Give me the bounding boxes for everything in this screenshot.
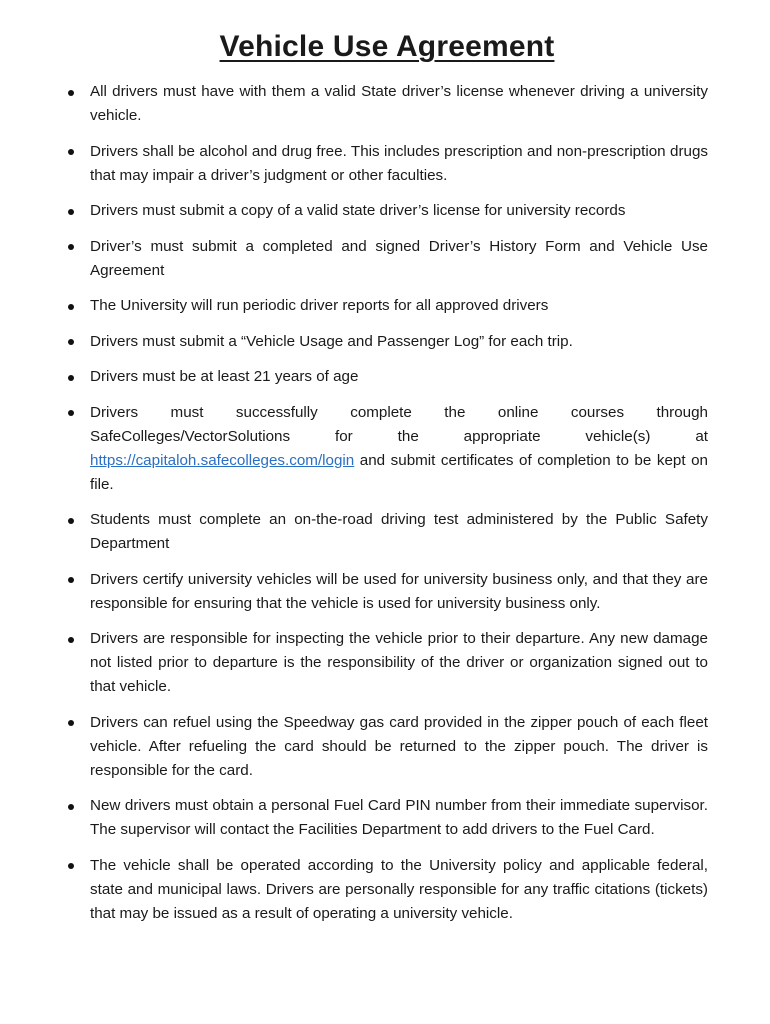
- list-item: [66, 80, 708, 128]
- list-item: [66, 627, 708, 699]
- list-item: [66, 711, 708, 783]
- list-item: [66, 235, 708, 283]
- list-item: [66, 794, 708, 842]
- list-item-text: The University will run periodic driver reports for all approved drivers: [90, 297, 549, 314]
- bullet-icon: [68, 637, 74, 643]
- bullet-icon: [68, 149, 74, 155]
- bullet-icon: [68, 244, 74, 250]
- bullet-icon: [68, 339, 74, 345]
- bullet-icon: [68, 720, 74, 726]
- list-item-text: Drivers are responsible for inspecting the vehicle prior to their departure. Any new damage not listed prior to departure is the responsibility of the driver or organization signed out to that vehicle.: [90, 630, 708, 695]
- bullet-icon: [68, 90, 74, 96]
- list-item-text: Drivers must submit a copy of a valid state driver’s license for university records: [90, 202, 626, 219]
- list-item-text: New drivers must obtain a personal Fuel Card PIN number from their immediate supervisor. The supervisor will contact the Facilities Department to add drivers to the Fuel Card.: [90, 797, 708, 838]
- list-item: [66, 401, 708, 497]
- list-item-text: The vehicle shall be operated according to the University policy and applicable federal, state and municipal laws. Drivers are personally responsible for any traffic citations (tickets) that may be issued as a result of operating a university vehicle.: [90, 856, 708, 922]
- list-item: [66, 854, 708, 926]
- list-item-text: Drivers certify university vehicles will be used for university business only, and that they are responsible for ensuring that the vehicle is used for university business only.: [90, 570, 708, 612]
- list-item-text: Drivers must submit a “Vehicle Usage and Passenger Log” for each trip.: [90, 332, 573, 350]
- agreement-list: [66, 80, 708, 926]
- bullet-icon: [68, 518, 74, 524]
- list-item-text: Drivers must be at least 21 years of age: [90, 368, 359, 385]
- bullet-icon: [68, 863, 74, 869]
- bullet-icon: [68, 304, 74, 310]
- bullet-icon: [68, 209, 74, 215]
- safecolleges-login-link[interactable]: https://capitaloh.safecolleges.com/login: [90, 451, 355, 469]
- list-item-text: Driver’s must submit a completed and signed Driver’s History Form and Vehicle Use Agreement: [90, 237, 708, 279]
- bullet-icon: [68, 375, 74, 381]
- list-item-text: Drivers shall be alcohol and drug free. This includes prescription and non-prescription drugs that may impair a driver’s judgment or other faculties.: [90, 142, 708, 184]
- list-item-text: and submit certificates of completion to be kept on file.: [90, 451, 708, 493]
- list-item-text: Drivers can refuel using the Speedway gas card provided in the zipper pouch of each fleet vehicle. After refueling the card should be returned to the zipper pouch. The driver is responsible for the card.: [90, 713, 708, 779]
- list-item: [66, 365, 708, 389]
- list-item: [66, 330, 708, 354]
- list-item-text: Students must complete an on-the-road driving test administered by the Public Safety Department: [90, 511, 708, 552]
- bullet-icon: [68, 804, 74, 810]
- bullet-icon: [68, 577, 74, 583]
- list-item: [66, 294, 708, 318]
- list-item: [66, 508, 708, 556]
- list-item-text: Drivers must successfully complete the online courses through SafeColleges/VectorSolutions for the appropriate vehicle(s) at: [90, 403, 708, 445]
- list-item: [66, 568, 708, 616]
- list-item: [66, 140, 708, 188]
- list-item: [66, 199, 708, 223]
- bullet-icon: [68, 410, 74, 416]
- page-title: Vehicle Use Agreement: [219, 30, 555, 63]
- list-item-text: All drivers must have with them a valid State driver’s license whenever driving a university vehicle.: [90, 83, 708, 124]
